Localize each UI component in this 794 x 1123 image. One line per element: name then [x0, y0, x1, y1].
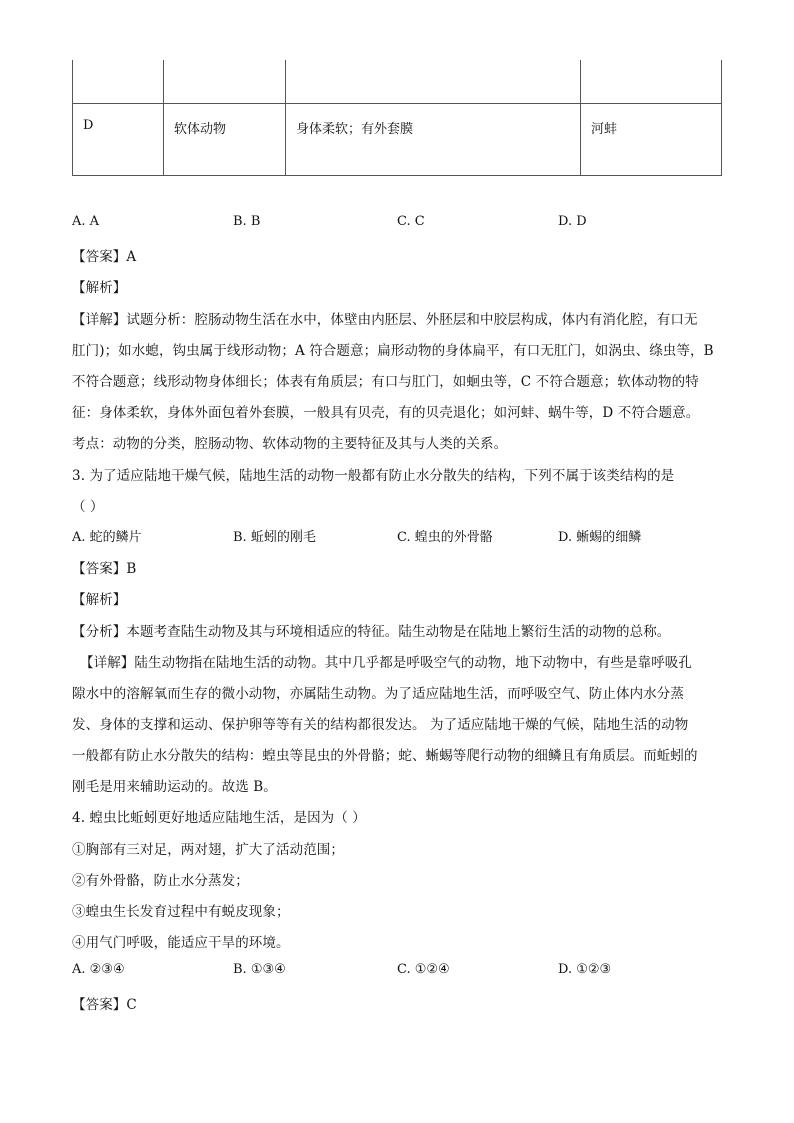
- table-cell: [286, 60, 581, 103]
- table-cell: [73, 60, 164, 103]
- q2-analysis-label: 【解析】: [72, 280, 127, 296]
- q4-item: ②有外骨骼，防止水分蒸发；: [72, 873, 249, 889]
- q2-answer: 【答案】A: [72, 249, 137, 265]
- q4-answer: 【答案】C: [72, 997, 137, 1013]
- table-cell-example: 河蚌: [581, 103, 722, 175]
- table-cell-feature: 身体柔软；有外套膜: [286, 103, 581, 175]
- q4-item: ④用气门呼吸，能适应干旱的环境。: [72, 935, 290, 951]
- q3-option-a: A. 蛇的鳞片: [72, 530, 142, 545]
- q2-detail-line: 肛门)；如水螅，钩虫属于线形动物；A 符合题意；扁形动物的身体扁平，有口无肛门，如涡虫、绦虫等，B: [72, 343, 714, 359]
- q2-detail-line: 不符合题意；线形动物身体细长；体表有角质层；有口与肛门，如蛔虫等，C 不符合题意；软体动物的特: [72, 374, 699, 390]
- q3-detail-line: 刚毛是用来辅助运动的。故选 B。: [72, 779, 277, 795]
- q3-detail-line: 发、身体的支撑和运动、保护卵等等有关的结构都很发达。 为了适应陆地干燥的气候，陆地生活的动物: [72, 717, 689, 733]
- q3-option-c: C. 蝗虫的外骨骼: [397, 530, 493, 545]
- q2-option-c: C. C: [397, 214, 425, 229]
- q3-answer: 【答案】B: [72, 561, 137, 577]
- q2-detail-line: 征：身体柔软，身体外面包着外套膜，一般具有贝壳，有的贝壳退化；如河蚌、蜗牛等，D 不符合题意。: [72, 405, 700, 421]
- q4-item: ①胸部有三对足，两对翅，扩大了活动范围；: [72, 842, 344, 858]
- q2-option-d: D. D: [558, 214, 587, 229]
- q4-stem: 4. 蝗虫比蚯蚓更好地适应陆地生活，是因为（ ）: [72, 810, 366, 826]
- q2-detail-line: 【详解】试题分析：腔肠动物生活在水中，体壁由内胚层、外胚层和中胶层构成，体内有消化腔，有口无: [72, 312, 698, 328]
- q4-option-c: C. ①②④: [397, 962, 450, 977]
- q3-option-d: D. 蜥蜴的细鳞: [558, 530, 642, 545]
- q3-stem: 3. 为了适应陆地干燥气候，陆地生活的动物一般都有防止水分散失的结构，下列不属于该类结构的是: [72, 468, 675, 484]
- q3-detail-line: 【详解】陆生动物指在陆地生活的动物。其中几乎都是呼吸空气的动物，地下动物中，有些是靠呼吸孔: [80, 655, 692, 671]
- table-cell: [581, 60, 722, 103]
- q3-analysis-label: 【解析】: [72, 592, 127, 608]
- q4-option-a: A. ②③④: [72, 962, 125, 977]
- q4-option-b: B. ①③④: [233, 962, 286, 977]
- q3-analysis: 【分析】本题考查陆生动物及其与环境相适应的特征。陆生动物是在陆地上繁衍生活的动物的总称。: [72, 624, 671, 640]
- table-row: [73, 60, 722, 103]
- table-cell: [164, 60, 286, 103]
- table-cell-letter: D: [73, 103, 164, 175]
- q3-paren: （ ）: [72, 499, 104, 515]
- q4-item: ③蝗虫生长发育过程中有蜕皮现象；: [72, 904, 290, 920]
- q3-detail-line: 一般都有防止水分散失的结构：蝗虫等昆虫的外骨骼；蛇、蜥蜴等爬行动物的细鳞且有角质层。而蚯蚓的: [72, 748, 698, 764]
- q4-option-d: D. ①②③: [558, 962, 612, 977]
- q3-detail-line: 隙水中的溶解氧而生存的微小动物，亦属陆生动物。为了适应陆地生活，而呼吸空气、防止体内水分蒸: [72, 686, 684, 702]
- q2-kaodian: 考点：动物的分类，腔肠动物、软体动物的主要特征及其与人类的关系。: [72, 436, 508, 452]
- classification-table: [72, 60, 722, 176]
- table-row: [73, 103, 722, 175]
- q2-option-b: B. B: [233, 214, 261, 229]
- table-cell-category: 软体动物: [164, 103, 286, 175]
- q3-option-b: B. 蚯蚓的刚毛: [233, 530, 316, 545]
- q2-option-a: A. A: [72, 214, 100, 229]
